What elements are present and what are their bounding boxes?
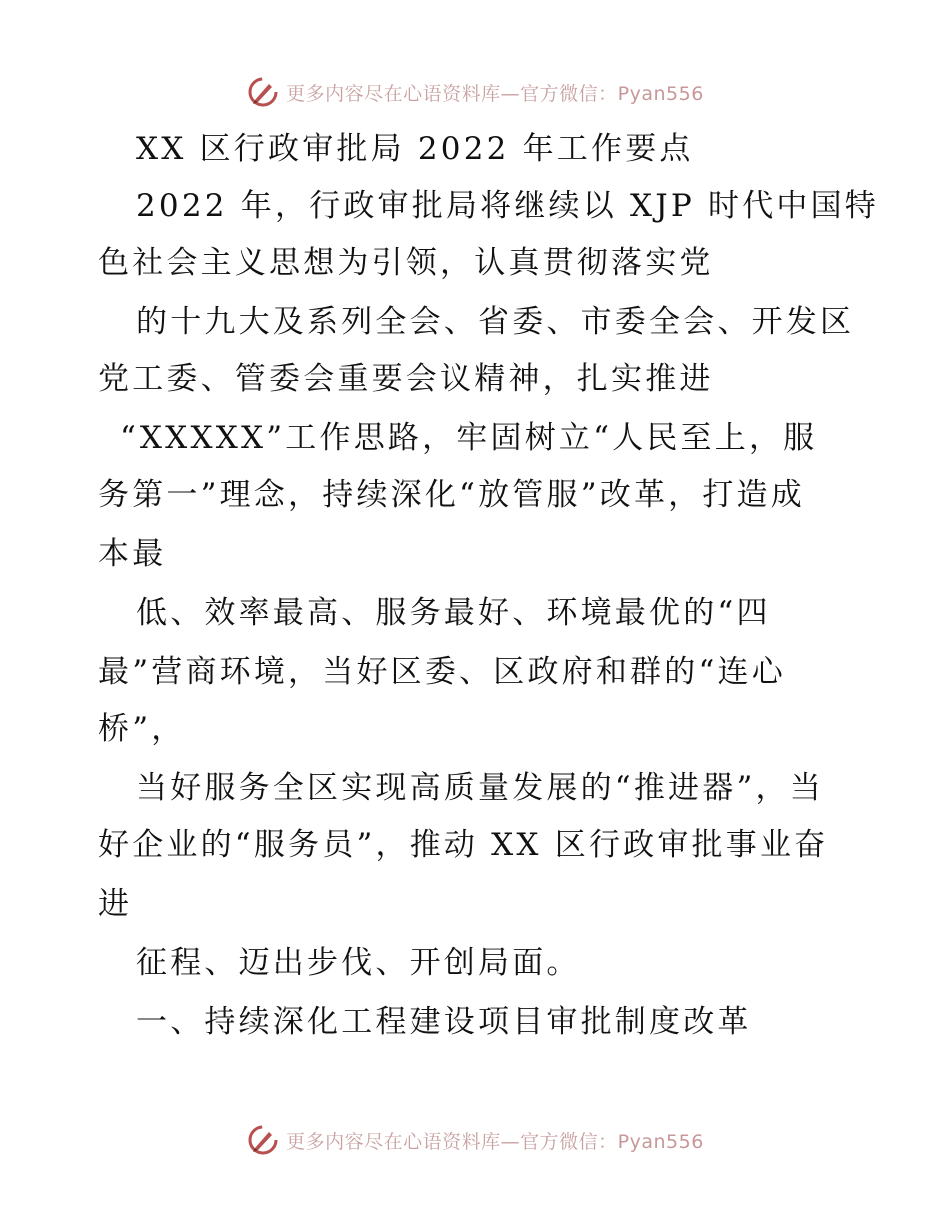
section-heading: 一、持续深化工程建设项目审批制度改革 <box>136 1004 752 1040</box>
paragraph-line: 务第一”理念，持续深化“放管服”改革，打造成 <box>98 477 805 513</box>
paragraph-line: 当好服务全区实现高质量发展的“推进器”，当 <box>136 770 824 806</box>
paragraph-line: 最”营商环境，当好区委、区政府和群的“连心 <box>98 654 786 690</box>
pen-circle-logo-icon <box>246 1123 280 1157</box>
watermark-text: 更多内容尽在心语资料库—官方微信：Pyan556 <box>286 1130 704 1153</box>
paragraph-line: “XXXXX”工作思路，牢固树立“人民至上，服 <box>120 420 818 456</box>
paragraph-line: 进 <box>98 886 133 922</box>
document-title: XX 区行政审批局 2022 年工作要点 <box>136 131 694 167</box>
paragraph-line: 党工委、管委会重要会议精神，扎实推进 <box>98 361 714 397</box>
header-watermark <box>0 72 950 112</box>
paragraph-line: 征程、迈出步伐、开创局面。 <box>136 945 581 981</box>
footer-watermark <box>0 1120 950 1160</box>
paragraph-line: 好企业的“服务员”，推动 XX 区行政审批事业奋 <box>98 827 829 863</box>
paragraph-line: 2022 年，行政审批局将继续以 XJP 时代中国特 <box>136 188 880 224</box>
paragraph-line: 本最 <box>98 536 167 572</box>
watermark-text: 更多内容尽在心语资料库—官方微信：Pyan556 <box>286 82 704 105</box>
paragraph-line: 色社会主义思想为引领，认真贯彻落实党 <box>98 245 714 281</box>
paragraph-line: 低、效率最高、服务最好、环境最优的“四 <box>136 595 771 631</box>
paragraph-line: 的十九大及系列全会、省委、市委全会、开发区 <box>136 304 855 340</box>
pen-circle-logo-icon <box>246 75 280 109</box>
paragraph-line: 桥”， <box>98 711 186 747</box>
